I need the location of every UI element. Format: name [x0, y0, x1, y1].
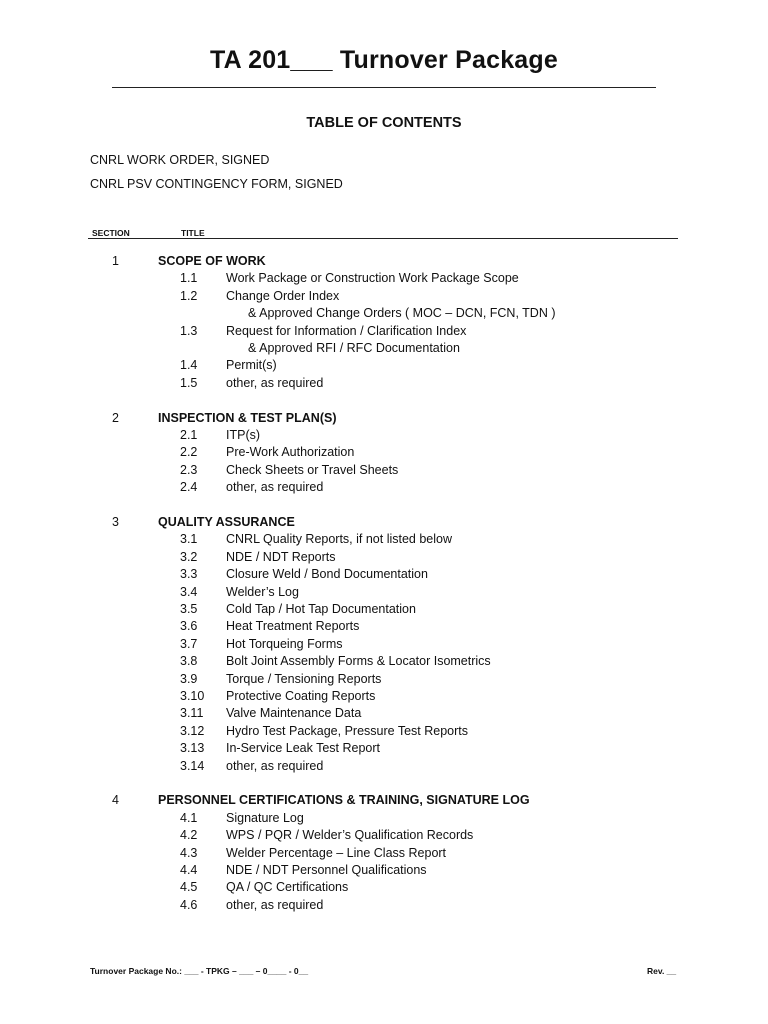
item-title: other, as required [226, 375, 324, 390]
item-number: 1.3 [180, 323, 198, 338]
item-title: Cold Tap / Hot Tap Documentation [226, 602, 416, 616]
section-title: PERSONNEL CERTIFICATIONS & TRAINING, SIGNATURE LOG [158, 793, 530, 808]
item-number: 2.1 [180, 428, 198, 442]
section-title: QUALITY ASSURANCE [158, 515, 295, 529]
item-number: 3.13 [180, 741, 205, 756]
item-number: 3.14 [180, 758, 205, 773]
item-title: In-Service Leak Test Report [226, 741, 381, 756]
item-title: Check Sheets or Travel Sheets [226, 462, 399, 477]
section-title: SCOPE OF WORK [158, 254, 266, 268]
item-title: WPS / PQR / Welder’s Qualification Records [226, 828, 474, 843]
item-title: Pre-Work Authorization [226, 445, 355, 460]
column-header-divider [88, 238, 678, 239]
item-title: Work Package or Construction Work Package Scope [226, 271, 519, 286]
item-number: 3.8 [180, 654, 198, 669]
item-title: Permit(s) [226, 358, 277, 373]
item-number: 4.5 [180, 880, 198, 895]
item-number: 2.4 [180, 480, 198, 495]
item-title: Closure Weld / Bond Documentation [226, 567, 428, 582]
item-number: 1.5 [180, 375, 198, 390]
item-number: 3.3 [180, 567, 198, 582]
item-number: 3.10 [180, 689, 205, 703]
section-number: 3 [112, 515, 119, 529]
title-divider [112, 87, 656, 88]
section-number: 2 [112, 410, 119, 425]
item-number: 1.1 [180, 271, 198, 286]
item-title: Change Order Index [226, 288, 340, 303]
section-number: 1 [112, 254, 119, 268]
item-number: 2.2 [180, 445, 198, 460]
item-number: 4.4 [180, 863, 198, 877]
footer-package-number: Turnover Package No.: ___ - TPKG – ___ – 0____ - 0__ [90, 966, 309, 976]
item-title: Bolt Joint Assembly Forms & Locator Isometrics [226, 654, 491, 669]
toc-heading: TABLE OF CONTENTS [306, 115, 462, 131]
preamble-line: CNRL WORK ORDER, SIGNED [90, 153, 270, 167]
item-title: NDE / NDT Personnel Qualifications [226, 863, 427, 877]
item-title: other, as required [226, 758, 324, 773]
item-title: Welder Percentage – Line Class Report [226, 845, 447, 860]
item-number: 3.9 [180, 671, 198, 686]
item-title: Heat Treatment Reports [226, 619, 360, 634]
item-number: 3.6 [180, 619, 198, 634]
item-title: Signature Log [226, 810, 304, 825]
item-subtitle: & Approved Change Orders ( MOC – DCN, FCN, TDN ) [248, 306, 556, 321]
item-title: Welder’s Log [226, 584, 299, 599]
footer-revision: Rev. __ [647, 966, 677, 976]
item-number: 3.2 [180, 549, 198, 564]
item-number: 4.3 [180, 845, 198, 860]
item-number: 4.2 [180, 828, 198, 843]
item-title: Valve Maintenance Data [226, 706, 362, 721]
section-title: INSPECTION & TEST PLAN(S) [158, 410, 337, 425]
column-header-title: TITLE [181, 228, 205, 238]
item-number: 3.11 [180, 706, 204, 721]
section-number: 4 [112, 793, 119, 808]
item-number: 3.12 [180, 723, 205, 738]
item-number: 4.6 [180, 897, 198, 912]
item-number: 1.2 [180, 288, 198, 303]
item-title: QA / QC Certifications [226, 880, 349, 895]
item-number: 3.7 [180, 636, 198, 651]
item-number: 3.1 [180, 532, 198, 547]
column-header-section: SECTION [92, 228, 130, 238]
item-title: Hot Torqueing Forms [226, 636, 343, 651]
document-title: TA 201___ Turnover Package [210, 46, 558, 74]
item-number: 3.4 [180, 584, 198, 599]
item-title: ITP(s) [226, 428, 261, 442]
item-number: 3.5 [180, 602, 198, 616]
item-title: other, as required [226, 897, 324, 912]
item-number: 2.3 [180, 462, 198, 477]
item-title: Hydro Test Package, Pressure Test Reports [226, 723, 469, 738]
item-title: Protective Coating Reports [226, 689, 376, 703]
item-number: 4.1 [180, 810, 198, 825]
item-number: 1.4 [180, 358, 198, 373]
preamble-line: CNRL PSV CONTINGENCY FORM, SIGNED [90, 177, 343, 191]
item-subtitle: & Approved RFI / RFC Documentation [248, 341, 460, 355]
item-title: NDE / NDT Reports [226, 549, 336, 564]
item-title: other, as required [226, 480, 324, 495]
item-title: Request for Information / Clarification Index [226, 323, 467, 338]
item-title: CNRL Quality Reports, if not listed below [226, 532, 453, 547]
item-title: Torque / Tensioning Reports [226, 671, 382, 686]
